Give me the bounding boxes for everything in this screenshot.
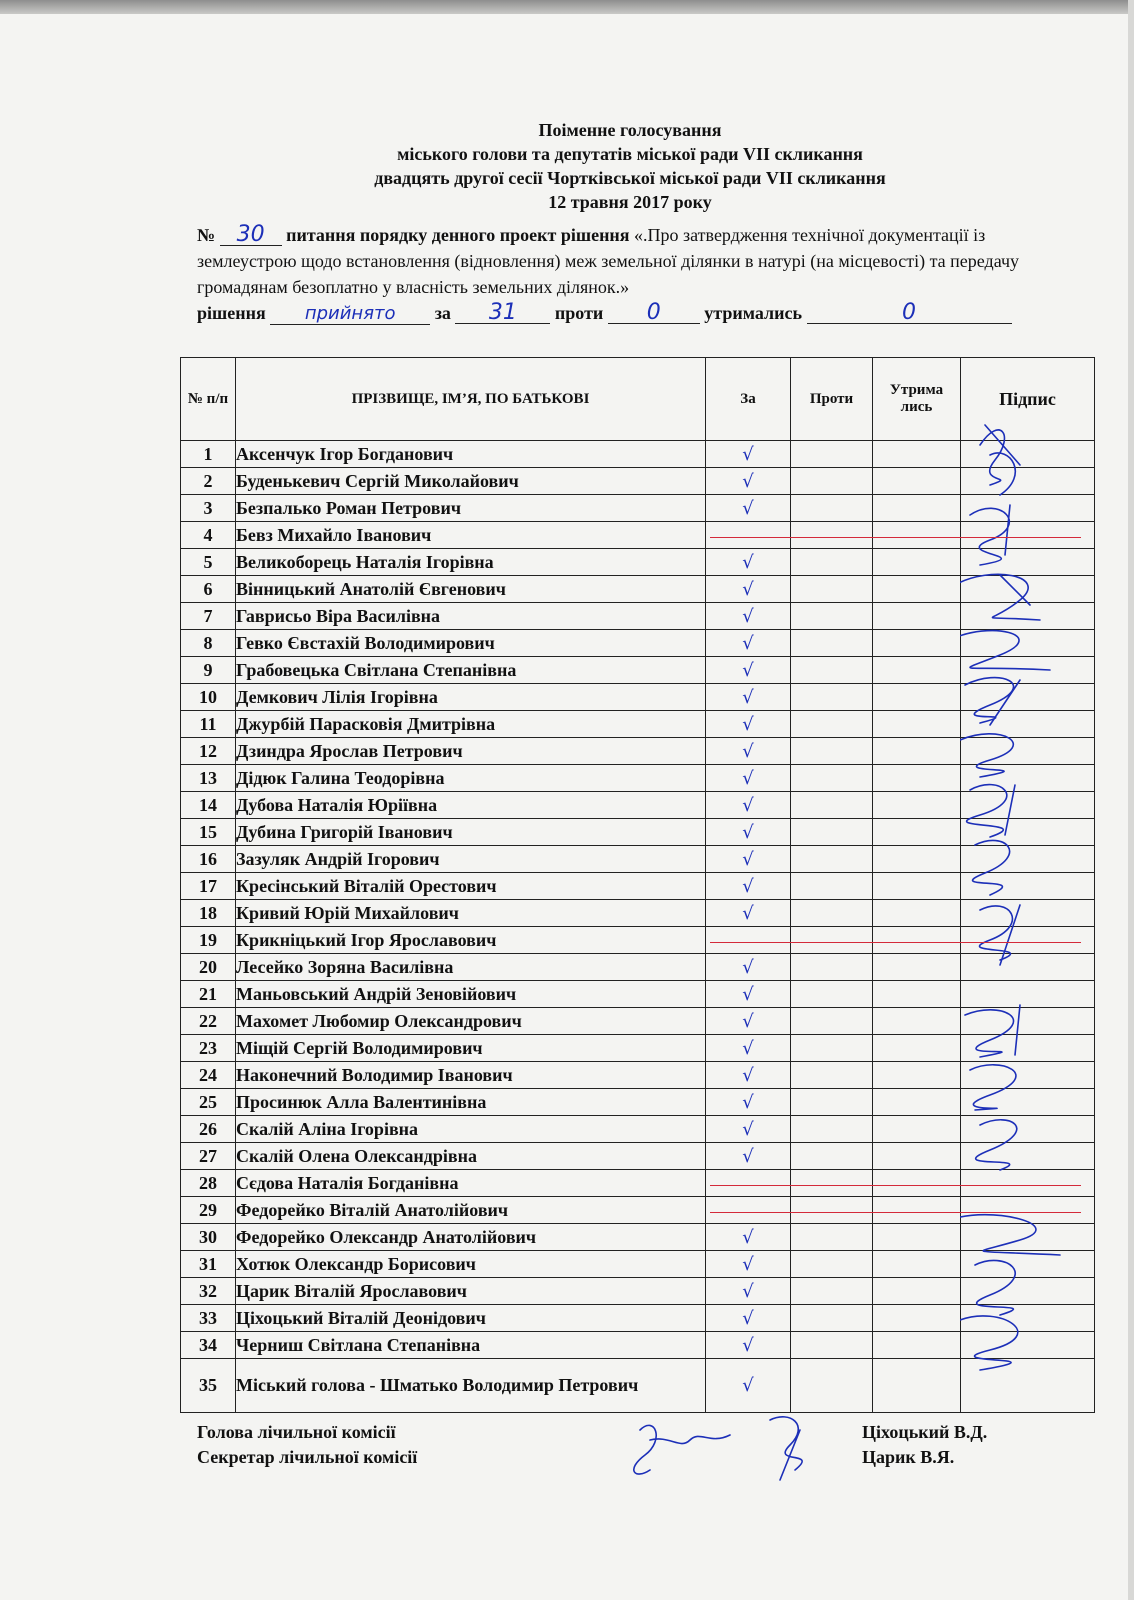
row-abstained (873, 1116, 961, 1143)
row-for-mark: √ (706, 1116, 791, 1143)
row-name: Гевко Євстахій Володимирович (236, 630, 706, 657)
row-for-mark: √ (706, 603, 791, 630)
row-name: Міський голова - Шматько Володимир Петрович (236, 1359, 706, 1413)
for-blank (455, 300, 550, 325)
absent-strike-line (710, 537, 1082, 538)
row-for-mark: √ (706, 981, 791, 1008)
header-line-4: 12 травня 2017 року (548, 192, 712, 212)
table-row (181, 1332, 1095, 1359)
row-against (791, 684, 873, 711)
row-for-mark: √ (706, 495, 791, 522)
table-row (181, 603, 1095, 630)
table-row (181, 819, 1095, 846)
row-against (791, 900, 873, 927)
row-against (791, 873, 873, 900)
header-against: Проти (791, 358, 873, 441)
row-number: 34 (181, 1332, 236, 1359)
row-name: Скалій Аліна Ігорівна (236, 1116, 706, 1143)
row-abstained (873, 495, 961, 522)
row-name: Безпалько Роман Петрович (236, 495, 706, 522)
table-row (181, 1116, 1095, 1143)
row-against (791, 846, 873, 873)
row-number: 24 (181, 1062, 236, 1089)
roll-call-table (180, 357, 1095, 1413)
row-abstained (873, 927, 961, 954)
row-number: 22 (181, 1008, 236, 1035)
row-name: Міщій Сергій Володимирович (236, 1035, 706, 1062)
row-name: Хотюк Олександр Борисович (236, 1251, 706, 1278)
row-for-mark (706, 522, 791, 549)
row-against (791, 1089, 873, 1116)
row-number: 1 (181, 441, 236, 468)
row-against (791, 765, 873, 792)
row-number: 35 (181, 1359, 236, 1413)
table-body (181, 441, 1095, 1413)
absent-strike-line (710, 942, 1082, 943)
against-blank (608, 300, 700, 325)
row-number: 27 (181, 1143, 236, 1170)
table-row (181, 1305, 1095, 1332)
row-abstained (873, 1305, 961, 1332)
row-name: Дзиндра Ярослав Петрович (236, 738, 706, 765)
row-name: Федорейко Олександр Анатолійович (236, 1224, 706, 1251)
row-for-mark: √ (706, 1035, 791, 1062)
row-abstained (873, 441, 961, 468)
row-abstained (873, 1278, 961, 1305)
row-name: Федорейко Віталій Анатолійович (236, 1197, 706, 1224)
row-against (791, 1062, 873, 1089)
row-for-mark: √ (706, 900, 791, 927)
row-against (791, 738, 873, 765)
row-number: 25 (181, 1089, 236, 1116)
row-name: Бевз Михайло Іванович (236, 522, 706, 549)
row-abstained (873, 1035, 961, 1062)
row-abstained (873, 954, 961, 981)
table-row (181, 1278, 1095, 1305)
row-against (791, 1332, 873, 1359)
row-number: 14 (181, 792, 236, 819)
row-against (791, 468, 873, 495)
row-number: 21 (181, 981, 236, 1008)
table-row (181, 873, 1095, 900)
row-name: Грабовецька Світлана Степанівна (236, 657, 706, 684)
row-abstained (873, 792, 961, 819)
table-row (181, 630, 1095, 657)
row-number: 28 (181, 1170, 236, 1197)
table-row (181, 549, 1095, 576)
row-number: 19 (181, 927, 236, 954)
table-row (181, 684, 1095, 711)
chair-label: Голова лічильної комісії (197, 1422, 396, 1442)
row-against (791, 522, 873, 549)
for-value: 31 (488, 300, 517, 325)
signature-scribbles (960, 405, 1080, 1405)
header-signature: Підпис (961, 358, 1095, 441)
row-for-mark: √ (706, 1278, 791, 1305)
number-value: 30 (236, 222, 265, 247)
row-number: 20 (181, 954, 236, 981)
row-number: 5 (181, 549, 236, 576)
row-number: 16 (181, 846, 236, 873)
row-abstained (873, 1359, 961, 1413)
header-num: № п/п (181, 358, 236, 441)
table-row (181, 495, 1095, 522)
row-against (791, 657, 873, 684)
table-row (181, 1197, 1095, 1224)
row-abstained (873, 468, 961, 495)
row-abstained (873, 711, 961, 738)
row-for-mark: √ (706, 873, 791, 900)
against-label: проти (554, 303, 604, 323)
row-name: Вінницький Анатолій Євгенович (236, 576, 706, 603)
row-number: 15 (181, 819, 236, 846)
row-name: Зазуляк Андрій Ігорович (236, 846, 706, 873)
row-for-mark: √ (706, 468, 791, 495)
row-for-mark: √ (706, 1359, 791, 1413)
commission-signatures (620, 1410, 860, 1490)
row-number: 3 (181, 495, 236, 522)
header-abstained: Утрима лись (873, 358, 961, 441)
row-for-mark: √ (706, 765, 791, 792)
row-against (791, 792, 873, 819)
row-for-mark: √ (706, 711, 791, 738)
row-against (791, 1305, 873, 1332)
row-for-mark: √ (706, 738, 791, 765)
row-abstained (873, 657, 961, 684)
row-abstained (873, 1197, 961, 1224)
row-for-mark: √ (706, 657, 791, 684)
row-against (791, 1197, 873, 1224)
absent-strike-line (710, 1212, 1082, 1213)
table-row (181, 1359, 1095, 1413)
row-for-mark: √ (706, 1089, 791, 1116)
row-number: 7 (181, 603, 236, 630)
row-for-mark: √ (706, 846, 791, 873)
row-number: 11 (181, 711, 236, 738)
row-name: Гаврисьо Віра Василівна (236, 603, 706, 630)
row-for-mark: √ (706, 441, 791, 468)
row-abstained (873, 873, 961, 900)
table-row (181, 1062, 1095, 1089)
row-name: Аксенчук Ігор Богданович (236, 441, 706, 468)
row-number: 12 (181, 738, 236, 765)
row-abstained (873, 1251, 961, 1278)
table-row (181, 1170, 1095, 1197)
row-against (791, 954, 873, 981)
row-for-mark (706, 1170, 791, 1197)
table-row (181, 927, 1095, 954)
row-name: Махомет Любомир Олександрович (236, 1008, 706, 1035)
row-name: Черниш Світлана Степанівна (236, 1332, 706, 1359)
row-name: Кресінський Віталій Орестович (236, 873, 706, 900)
row-against (791, 495, 873, 522)
chair-name: Ціхоцький В.Д. (862, 1422, 988, 1442)
row-name: Дубина Григорій Іванович (236, 819, 706, 846)
row-name: Ціхоцький Віталій Деонідович (236, 1305, 706, 1332)
row-for-mark: √ (706, 1143, 791, 1170)
row-abstained (873, 549, 961, 576)
table-row (181, 1008, 1095, 1035)
scan-edge-right (1128, 0, 1134, 1600)
row-name: Просинюк Алла Валентинівна (236, 1089, 706, 1116)
row-abstained (873, 684, 961, 711)
row-for-mark: √ (706, 1008, 791, 1035)
row-against (791, 819, 873, 846)
row-number: 8 (181, 630, 236, 657)
against-value: 0 (646, 300, 661, 325)
abstained-label: утримались (704, 303, 802, 323)
agenda-label: питання порядку денного проект рішення (286, 225, 630, 245)
row-abstained (873, 603, 961, 630)
row-against (791, 630, 873, 657)
row-against (791, 1143, 873, 1170)
row-number: 4 (181, 522, 236, 549)
row-number: 17 (181, 873, 236, 900)
row-abstained (873, 630, 961, 657)
table-row (181, 981, 1095, 1008)
row-number: 33 (181, 1305, 236, 1332)
row-for-mark: √ (706, 1251, 791, 1278)
row-number: 30 (181, 1224, 236, 1251)
row-for-mark: √ (706, 1224, 791, 1251)
row-abstained (873, 576, 961, 603)
secretary-label: Секретар лічильної комісії (197, 1447, 418, 1467)
row-abstained (873, 765, 961, 792)
row-abstained (873, 1224, 961, 1251)
row-number: 2 (181, 468, 236, 495)
row-name: Демкович Лілія Ігорівна (236, 684, 706, 711)
table-row (181, 1035, 1095, 1062)
row-against (791, 603, 873, 630)
row-name: Великоборець Наталія Ігорівна (236, 549, 706, 576)
row-for-mark: √ (706, 1332, 791, 1359)
table-row (181, 738, 1095, 765)
row-against (791, 981, 873, 1008)
row-number: 18 (181, 900, 236, 927)
row-abstained (873, 981, 961, 1008)
header-line-3: двадцять другої сесії Чортківської міської ради VII скликання (374, 168, 886, 188)
document-header (190, 118, 1070, 214)
row-against (791, 549, 873, 576)
table-row (181, 1224, 1095, 1251)
abstained-blank (807, 300, 1012, 325)
table-row (181, 846, 1095, 873)
for-label: за (434, 303, 451, 323)
decision-label: рішення (197, 303, 266, 323)
row-for-mark: √ (706, 1305, 791, 1332)
row-abstained (873, 1062, 961, 1089)
table-row (181, 522, 1095, 549)
row-abstained (873, 846, 961, 873)
row-name: Крикніцький Ігор Ярославович (236, 927, 706, 954)
row-name: Скалій Олена Олександрівна (236, 1143, 706, 1170)
table-row (181, 711, 1095, 738)
row-name: Маньовський Андрій Зеновійович (236, 981, 706, 1008)
row-number: 6 (181, 576, 236, 603)
secretary-name: Царик В.Я. (862, 1447, 955, 1467)
row-for-mark: √ (706, 684, 791, 711)
row-number: 31 (181, 1251, 236, 1278)
scan-edge (0, 0, 1134, 14)
row-against (791, 1035, 873, 1062)
row-abstained (873, 1008, 961, 1035)
row-abstained (873, 1089, 961, 1116)
row-abstained (873, 738, 961, 765)
row-against (791, 711, 873, 738)
row-number: 29 (181, 1197, 236, 1224)
row-name: Царик Віталій Ярославович (236, 1278, 706, 1305)
row-name: Наконечний Володимир Іванович (236, 1062, 706, 1089)
table-row (181, 441, 1095, 468)
table-row (181, 576, 1095, 603)
table-row (181, 1143, 1095, 1170)
row-number: 32 (181, 1278, 236, 1305)
row-name: Буденькевич Сергій Миколайович (236, 468, 706, 495)
row-against (791, 1251, 873, 1278)
row-abstained (873, 900, 961, 927)
row-name: Сєдова Наталія Богданівна (236, 1170, 706, 1197)
row-for-mark: √ (706, 630, 791, 657)
table-row (181, 954, 1095, 981)
row-number: 9 (181, 657, 236, 684)
absent-strike-line (710, 1185, 1082, 1186)
table-row (181, 657, 1095, 684)
table-row (181, 792, 1095, 819)
agenda-text: «.Про затвердження технічної документації із землеустрою щодо встановлення (відновлення) меж земельної ділянки в натурі (на місцевості) та передачу громадянам безоплатно у власність земельних ділянок.» (197, 225, 1020, 297)
decision-blank (270, 303, 430, 325)
row-abstained (873, 522, 961, 549)
row-abstained (873, 1143, 961, 1170)
header-line-1: Поіменне голосування (538, 120, 722, 140)
row-against (791, 1116, 873, 1143)
row-against (791, 1170, 873, 1197)
row-for-mark: √ (706, 1062, 791, 1089)
row-number: 13 (181, 765, 236, 792)
row-name: Кривий Юрій Михайлович (236, 900, 706, 927)
row-against (791, 1278, 873, 1305)
row-for-mark: √ (706, 549, 791, 576)
table-row (181, 1089, 1095, 1116)
row-name: Лесейко Зоряна Василівна (236, 954, 706, 981)
row-number: 26 (181, 1116, 236, 1143)
row-against (791, 1359, 873, 1413)
row-name: Джурбій Парасковія Дмитрівна (236, 711, 706, 738)
decision-value: прийнято (304, 303, 396, 324)
number-label: № (197, 225, 216, 245)
row-name: Дубова Наталія Юріївна (236, 792, 706, 819)
row-against (791, 927, 873, 954)
abstained-value: 0 (902, 300, 916, 325)
row-abstained (873, 1170, 961, 1197)
row-against (791, 576, 873, 603)
row-for-mark: √ (706, 954, 791, 981)
header-name: ПРІЗВИЩЕ, ІМ’Я, ПО БАТЬКОВІ (236, 358, 706, 441)
table-row (181, 468, 1095, 495)
row-against (791, 1008, 873, 1035)
row-for-mark (706, 1197, 791, 1224)
row-against (791, 1224, 873, 1251)
row-against (791, 441, 873, 468)
number-blank (220, 222, 282, 247)
header-for: За (706, 358, 791, 441)
row-abstained (873, 1332, 961, 1359)
row-number: 23 (181, 1035, 236, 1062)
row-abstained (873, 819, 961, 846)
table-row (181, 765, 1095, 792)
table-row (181, 900, 1095, 927)
agenda-intro (197, 222, 1082, 326)
row-for-mark: √ (706, 792, 791, 819)
header-line-2: міського голови та депутатів міської ради VII скликання (397, 144, 863, 164)
row-for-mark: √ (706, 576, 791, 603)
row-for-mark: √ (706, 819, 791, 846)
row-for-mark (706, 927, 791, 954)
row-number: 10 (181, 684, 236, 711)
table-row (181, 1251, 1095, 1278)
row-name: Дідюк Галина Теодорівна (236, 765, 706, 792)
